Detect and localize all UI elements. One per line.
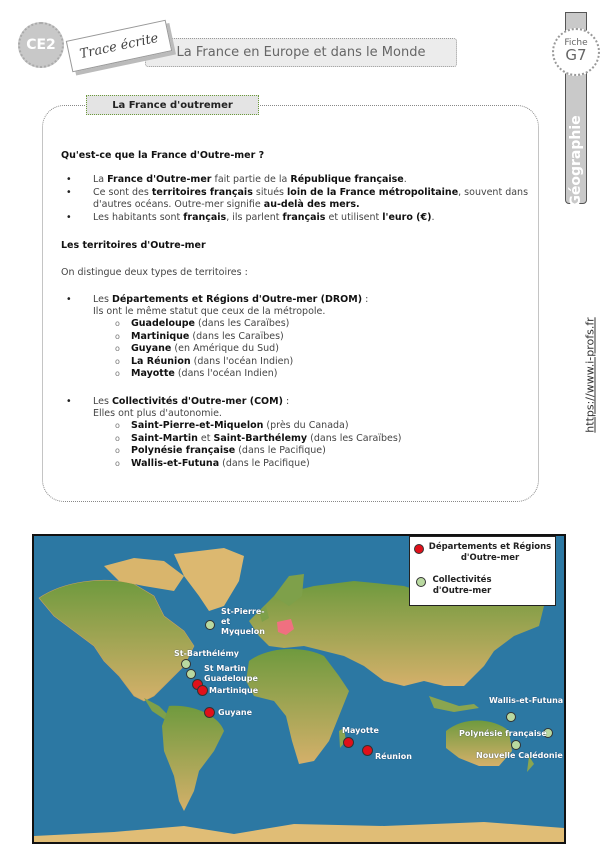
central-america bbox=[144, 698, 169, 719]
bold-text: français bbox=[183, 212, 227, 223]
text: . bbox=[431, 212, 435, 223]
legend-com-label: Collectivités d'Outre-mer bbox=[432, 575, 492, 596]
item-note: (dans le Pacifique) bbox=[219, 457, 310, 469]
intro-bullet bbox=[93, 174, 407, 187]
item-name: Saint-Pierre-et-Miquelon bbox=[131, 420, 264, 431]
bold-text: au-delà des mers. bbox=[263, 199, 360, 210]
legend-drom-dot-icon bbox=[414, 544, 424, 554]
item-connector: et bbox=[197, 432, 214, 444]
bold-text: loin de la France métropolitaine bbox=[287, 187, 459, 198]
item-note: (en Amérique du Sud) bbox=[171, 343, 279, 354]
text: Ce sont des bbox=[93, 187, 152, 198]
marker-label: Wallis-et-Futuna bbox=[489, 696, 564, 705]
source-link[interactable] bbox=[575, 300, 605, 450]
marker-label: Nouvelle Calédonie bbox=[476, 751, 563, 760]
marker-label: Guadeloupe bbox=[204, 674, 258, 683]
marker-label: Mayotte bbox=[342, 726, 379, 735]
com-marker-icon bbox=[205, 620, 215, 630]
item-note: (dans le Pacifique) bbox=[235, 445, 326, 456]
item-name: Polynésie française bbox=[131, 445, 236, 456]
com-item bbox=[131, 420, 349, 433]
intro-bullet bbox=[93, 212, 435, 225]
text: La bbox=[93, 174, 108, 185]
item-note: (dans les Caraïbes) bbox=[307, 432, 402, 444]
marker-label: St-Barthélémy bbox=[174, 649, 240, 658]
page-title bbox=[145, 38, 457, 67]
com-prefix: Les bbox=[93, 396, 112, 407]
text: d'autres océans. Outre-mer signifie bbox=[93, 199, 264, 210]
com-marker-icon bbox=[511, 740, 521, 750]
marker-label: St Martin bbox=[204, 664, 246, 673]
south-america bbox=[162, 706, 224, 811]
section-title bbox=[86, 95, 259, 115]
marker-label: Réunion bbox=[375, 752, 412, 761]
com-item bbox=[131, 433, 402, 446]
marker-label: Martinique bbox=[209, 686, 259, 695]
fiche-label: Fiche bbox=[564, 38, 588, 48]
territories-heading: Les territoires d'Outre-mer bbox=[61, 240, 206, 251]
text: Les habitants sont bbox=[93, 212, 184, 223]
com-item bbox=[131, 445, 326, 458]
drom-item bbox=[131, 343, 279, 356]
item-note: (dans l'océan Indien) bbox=[174, 368, 278, 379]
fiche-code: G7 bbox=[565, 46, 587, 64]
legend-com-dot-icon bbox=[416, 577, 426, 587]
text: , ils parlent bbox=[226, 212, 283, 223]
drom-item bbox=[131, 368, 277, 381]
subject-label bbox=[566, 115, 586, 207]
drom-heading bbox=[93, 294, 368, 307]
text: et utilisent bbox=[325, 212, 383, 223]
item-note: (dans les Caraïbes) bbox=[195, 318, 290, 329]
indonesia bbox=[429, 696, 479, 712]
drom-marker-icon bbox=[204, 707, 215, 718]
com-marker-icon bbox=[186, 669, 196, 679]
com-title: Collectivités d'Outre-mer (COM) bbox=[111, 396, 283, 407]
item-note: (près du Canada) bbox=[263, 420, 349, 431]
drom-marker-icon bbox=[197, 685, 208, 696]
text: fait partie de la bbox=[211, 174, 291, 185]
question-heading: Qu'est-ce que la France d'Outre-mer ? bbox=[61, 150, 265, 161]
intro-bullet bbox=[93, 187, 528, 200]
map-legend bbox=[409, 536, 556, 606]
drom-title: Départements et Régions d'Outre-mer (DROM) bbox=[111, 294, 363, 305]
greenland bbox=[174, 548, 244, 611]
section-title-text: La France d'outremer bbox=[112, 99, 233, 111]
item-name: Guyane bbox=[131, 343, 172, 354]
item-name: Mayotte bbox=[131, 368, 175, 379]
drom-marker-icon bbox=[343, 737, 354, 748]
intro-bullet bbox=[93, 199, 360, 212]
level-badge bbox=[18, 22, 64, 68]
item-note: (dans les Caraïbes) bbox=[189, 330, 284, 342]
source-link-text[interactable]: https://www.i-profs.fr bbox=[583, 317, 597, 433]
item-name: Saint-Barthélemy bbox=[213, 432, 308, 444]
item-name: Wallis-et-Futuna bbox=[131, 457, 220, 469]
com-marker-icon bbox=[506, 712, 516, 722]
subject-text: Géographie bbox=[568, 115, 584, 207]
drom-prefix: Les bbox=[93, 294, 112, 305]
item-name: La Réunion bbox=[131, 355, 191, 367]
com-item bbox=[131, 458, 310, 471]
drom-suffix: : bbox=[362, 294, 369, 305]
marker-label: St-Pierre-et Myquelon bbox=[221, 607, 265, 636]
drom-item bbox=[131, 356, 293, 369]
territories-intro: On distingue deux types de territoires : bbox=[61, 267, 248, 278]
fiche-badge bbox=[552, 28, 600, 76]
drom-item bbox=[131, 318, 289, 331]
page-title-text: La France en Europe et dans le Monde bbox=[176, 45, 426, 60]
com-heading bbox=[93, 396, 289, 409]
item-name: Guadeloupe bbox=[131, 318, 196, 329]
trace-ecrite-label: Trace écrite bbox=[78, 30, 160, 62]
bold-text: territoires français bbox=[151, 187, 253, 198]
drom-desc: Ils ont le même statut que ceux de la métropole. bbox=[93, 306, 326, 317]
north-america bbox=[39, 580, 194, 701]
africa bbox=[246, 649, 349, 764]
text: . bbox=[403, 174, 407, 185]
drom-marker-icon bbox=[362, 745, 373, 756]
marker-label: Polynésie française bbox=[459, 729, 547, 738]
item-note: (dans l'océan Indien) bbox=[190, 355, 294, 367]
com-suffix: : bbox=[282, 396, 290, 407]
bold-text: français bbox=[282, 212, 326, 223]
antarctica bbox=[34, 822, 564, 842]
item-name: Martinique bbox=[131, 330, 190, 342]
com-marker-icon bbox=[181, 659, 191, 669]
text: , souvent dans bbox=[458, 187, 529, 198]
item-name: Saint-Martin bbox=[131, 432, 198, 444]
legend-drom-label: Départements et Régions d'Outre-mer bbox=[428, 542, 552, 563]
com-desc: Elles ont plus d'autonomie. bbox=[93, 408, 222, 419]
level-badge-text: CE2 bbox=[26, 37, 56, 53]
world-map bbox=[32, 534, 566, 844]
bold-text: République française bbox=[290, 174, 404, 185]
marker-label: Guyane bbox=[218, 708, 252, 717]
text: situés bbox=[252, 187, 288, 198]
bold-text: l'euro (€) bbox=[382, 212, 432, 223]
drom-item bbox=[131, 331, 284, 344]
bold-text: France d'Outre-mer bbox=[107, 174, 212, 185]
